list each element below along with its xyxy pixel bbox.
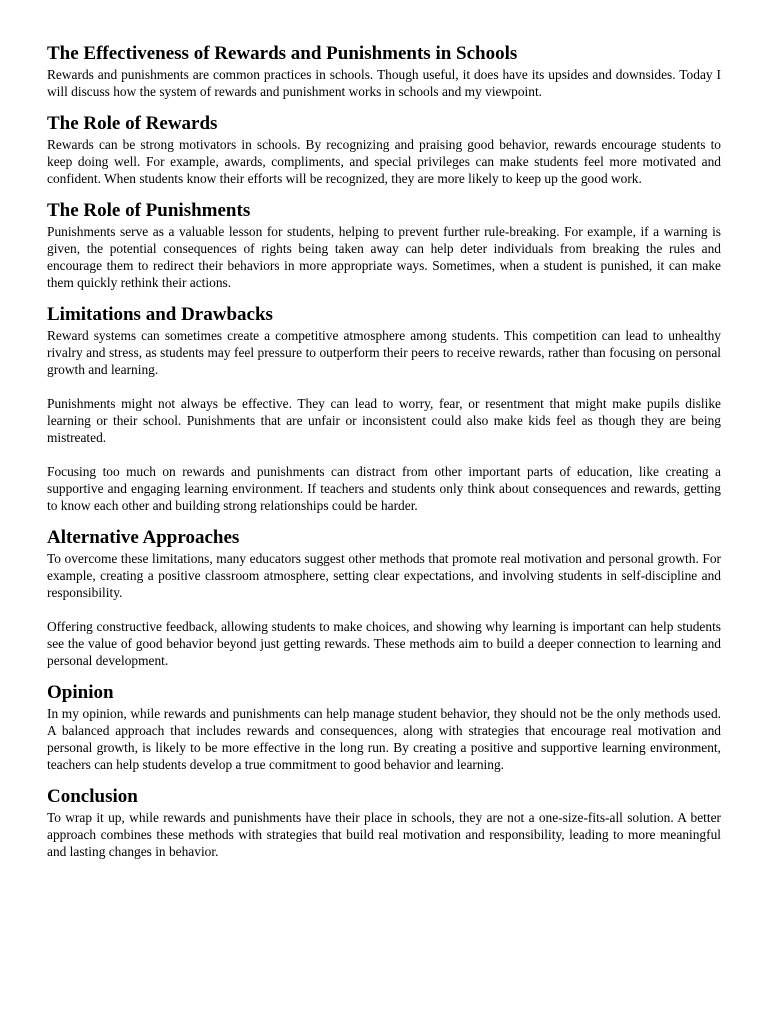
section-paragraph: In my opinion, while rewards and punishments can help manage student behavior, they should not be the only methods used. A balanced approach that includes rewards and consequences, along with strategies that encourage real motivation and personal growth, is likely to be more effective in the long run. By creating a positive and supportive learning environment, teachers can help students develop a true commitment to good behavior and learning. — [47, 706, 721, 772]
document-title: The Effectiveness of Rewards and Punishments in Schools — [47, 43, 518, 64]
section-role-of-punishments — [47, 199, 721, 291]
section-heading: The Role of Punishments — [47, 200, 251, 221]
section-paragraph: Punishments serve as a valuable lesson for students, helping to prevent further rule-breaking. For example, if a warning is given, the potential consequences of rights being taken away can help deter individuals from breaking the rules and encourage them to redirect their behaviors in more appropriate ways. Sometimes, when a student is punished, it can make them quickly rethink their actions. — [47, 224, 721, 290]
section-opinion — [47, 681, 721, 773]
section-paragraph: Punishments might not always be effective. They can lead to worry, fear, or resentment that might make pupils dislike learning or their school. Punishments that are unfair or inconsistent could also make kids feel as though they are being mistreated. — [47, 396, 721, 445]
section-heading: The Role of Rewards — [47, 113, 218, 134]
section-conclusion — [47, 785, 721, 860]
section-paragraph: Focusing too much on rewards and punishments can distract from other important parts of education, like creating a supportive and engaging learning environment. If teachers and students only think about consequences and rewards, getting to know each other and building strong relationships could be harder. — [47, 464, 721, 513]
section-heading: Opinion — [47, 682, 114, 703]
section-heading: Conclusion — [47, 786, 138, 807]
section-limitations — [47, 303, 721, 514]
section-alternative-approaches — [47, 526, 721, 669]
section-paragraph: Rewards can be strong motivators in schools. By recognizing and praising good behavior, rewards encourage students to keep doing well. For example, awards, compliments, and special privileges can make students feel more motivated and confident. When students know their efforts will be recognized, they are more likely to keep up the good work. — [47, 137, 721, 186]
intro-paragraph: Rewards and punishments are common practices in schools. Though useful, it does have its upsides and downsides. Today I will discuss how the system of rewards and punishment works in schools and my viewpoint. — [47, 67, 721, 99]
section-paragraph: To wrap it up, while rewards and punishments have their place in schools, they are not a one-size-fits-all solution. A better approach combines these methods with strategies that build real motivation and responsibility, leading to more meaningful and lasting changes in behavior. — [47, 810, 721, 859]
section-heading: Limitations and Drawbacks — [47, 304, 273, 325]
intro-section — [47, 42, 721, 100]
section-paragraph: Offering constructive feedback, allowing students to make choices, and showing why learning is important can help students see the value of good behavior beyond just getting rewards. These methods aim to build a deeper connection to learning and personal development. — [47, 619, 721, 668]
section-role-of-rewards — [47, 112, 721, 187]
section-paragraph: To overcome these limitations, many educators suggest other methods that promote real motivation and personal growth. For example, creating a positive classroom atmosphere, setting clear expectations, and involving students in self-discipline and responsibility. — [47, 551, 721, 600]
section-heading: Alternative Approaches — [47, 527, 240, 548]
section-paragraph: Reward systems can sometimes create a competitive atmosphere among students. This competition can lead to unhealthy rivalry and stress, as students may feel pressure to outperform their peers to receive rewards, rather than focusing on personal growth and learning. — [47, 328, 721, 377]
